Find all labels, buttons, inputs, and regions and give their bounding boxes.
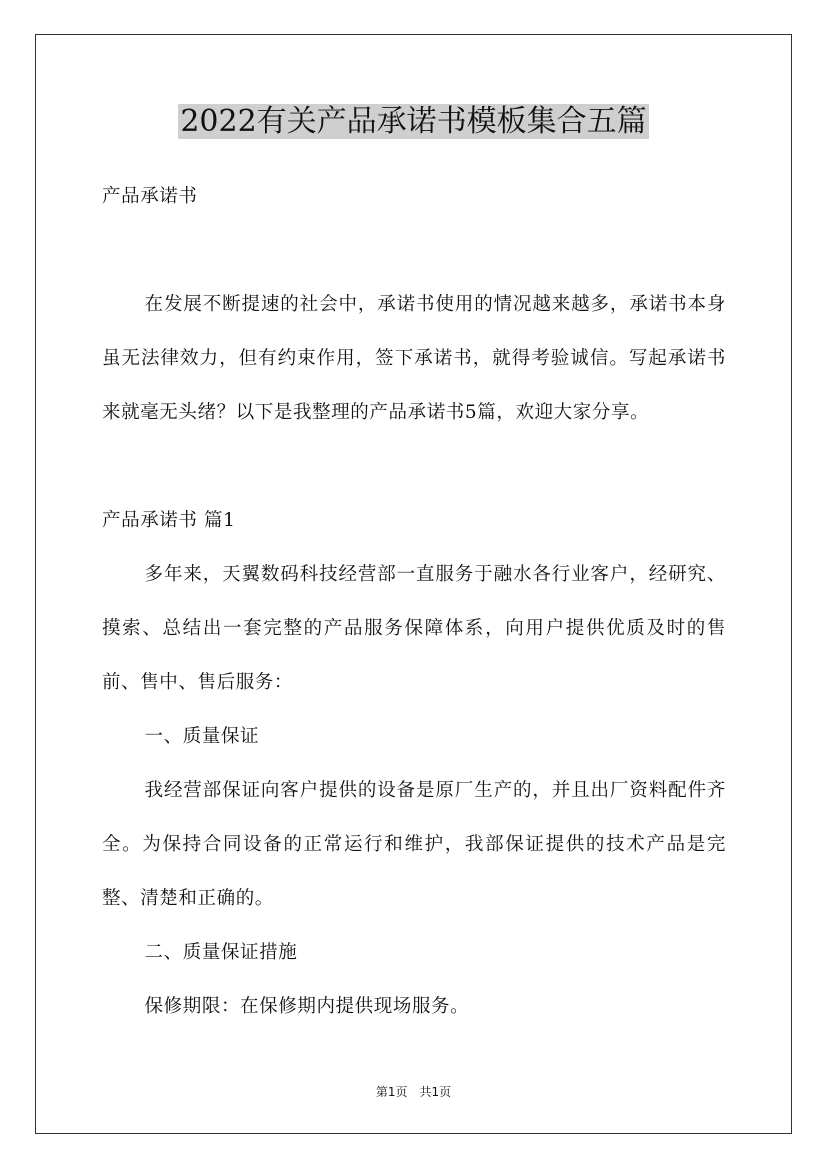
document-body (102, 170, 726, 1034)
paragraph: 多年来，天翼数码科技经营部一直服务于融水各行业客户，经研究、摸索、总结出一套完整的产品服务保障体系，向用户提供优质及时的售前、售中、售后服务： (102, 564, 726, 693)
section-heading: 产品承诺书 篇1 (102, 510, 236, 531)
spacer (102, 224, 726, 278)
page-number: 第1页 (375, 1085, 408, 1099)
paragraph: 在发展不断提速的社会中，承诺书使用的情况越来越多，承诺书本身虽无法律效力，但有约束作用，签下承诺书，就得考验诚信。写起承诺书来就毫无头绪？以下是我整理的产品承诺书5篇，欢迎大家分享。 (102, 294, 726, 423)
paragraph: 我经营部保证向客户提供的设备是原厂生产的，并且出厂资料配件齐全。为保持合同设备的正常运行和维护，我部保证提供的技术产品是完整、清楚和正确的。 (102, 780, 726, 909)
document-title-text: 2022有关产品承诺书模板集合五篇 (180, 104, 647, 139)
paragraph: 保修期限：在保修期内提供现场服务。 (144, 996, 470, 1017)
section-heading: 产品承诺书 (102, 186, 198, 207)
page-total: 共1页 (419, 1085, 452, 1099)
subheading: 二、质量保证措施 (144, 942, 298, 963)
subheading: 一、质量保证 (144, 726, 260, 747)
document-title (0, 100, 827, 144)
spacer (102, 440, 726, 494)
page-footer (0, 1082, 827, 1102)
